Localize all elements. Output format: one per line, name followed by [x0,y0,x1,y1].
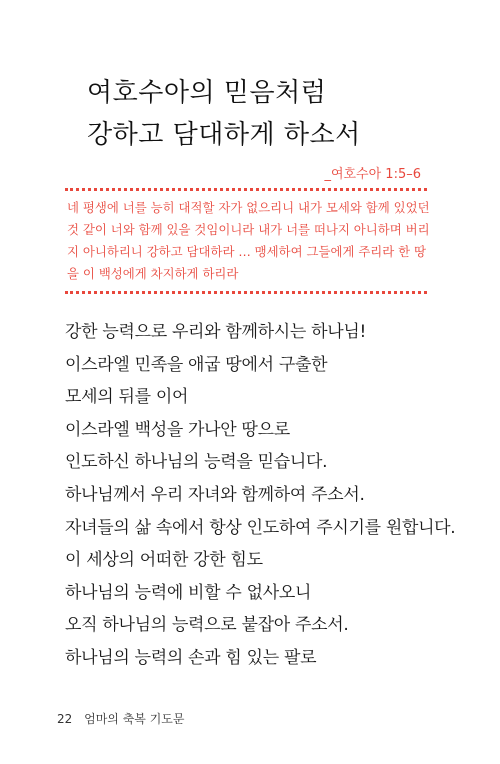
title-line-1: 여호수아의 믿음처럼 [87,78,327,108]
verse-line: 것 같이 너와 함께 있을 것임이니라 내가 너를 떠나지 아니하며 버리 [67,222,430,237]
prayer-line: 오직 하나님의 능력으로 붙잡아 주소서. [65,615,349,636]
prayer-line: 이 세상의 어떠한 강한 힘도 [65,550,263,571]
page-footer [57,711,184,727]
dotted-divider-bottom [65,291,427,294]
prayer-line: 이스라엘 민족을 애굽 땅에서 구출한 [65,354,328,375]
prayer-line: 이스라엘 백성을 가나안 땅으로 [65,419,290,440]
prayer-text [65,316,485,675]
page-number: 22 [57,712,73,726]
page-title [87,72,447,156]
verse-line: 네 평생에 너를 능히 대적할 자가 없으리니 내가 모세와 함께 있었던 [67,200,430,215]
prayer-line: 모세의 뒤를 이어 [65,387,189,408]
book-title: 엄마의 축복 기도문 [84,712,185,726]
prayer-line: 하나님의 능력에 비할 수 없사오니 [65,582,312,603]
title-line-2: 강하고 담대하게 하소서 [87,120,361,150]
verse-line: 을 이 백성에게 차지하게 하리라 [67,266,239,281]
scripture-verse [65,197,430,285]
prayer-line: 강한 능력으로 우리와 함께하시는 하나님! [65,322,367,342]
prayer-line: 하나님의 능력의 손과 힘 있는 팔로 [65,647,317,668]
prayer-line: 인도하신 하나님의 능력을 믿습니다. [65,452,328,473]
scripture-reference: _여호수아 1:5–6 [324,167,421,182]
dotted-divider-top [65,188,427,191]
scripture-block [65,166,430,300]
prayer-line: 자녀들의 삶 속에서 항상 인도하여 주시기를 원합니다. [65,517,456,538]
prayer-line: 하나님께서 우리 자녀와 함께하여 주소서. [65,484,365,505]
verse-line: 지 아니하리니 강하고 담대하라 … 맹세하여 그들에게 주리라 한 땅 [67,244,427,259]
